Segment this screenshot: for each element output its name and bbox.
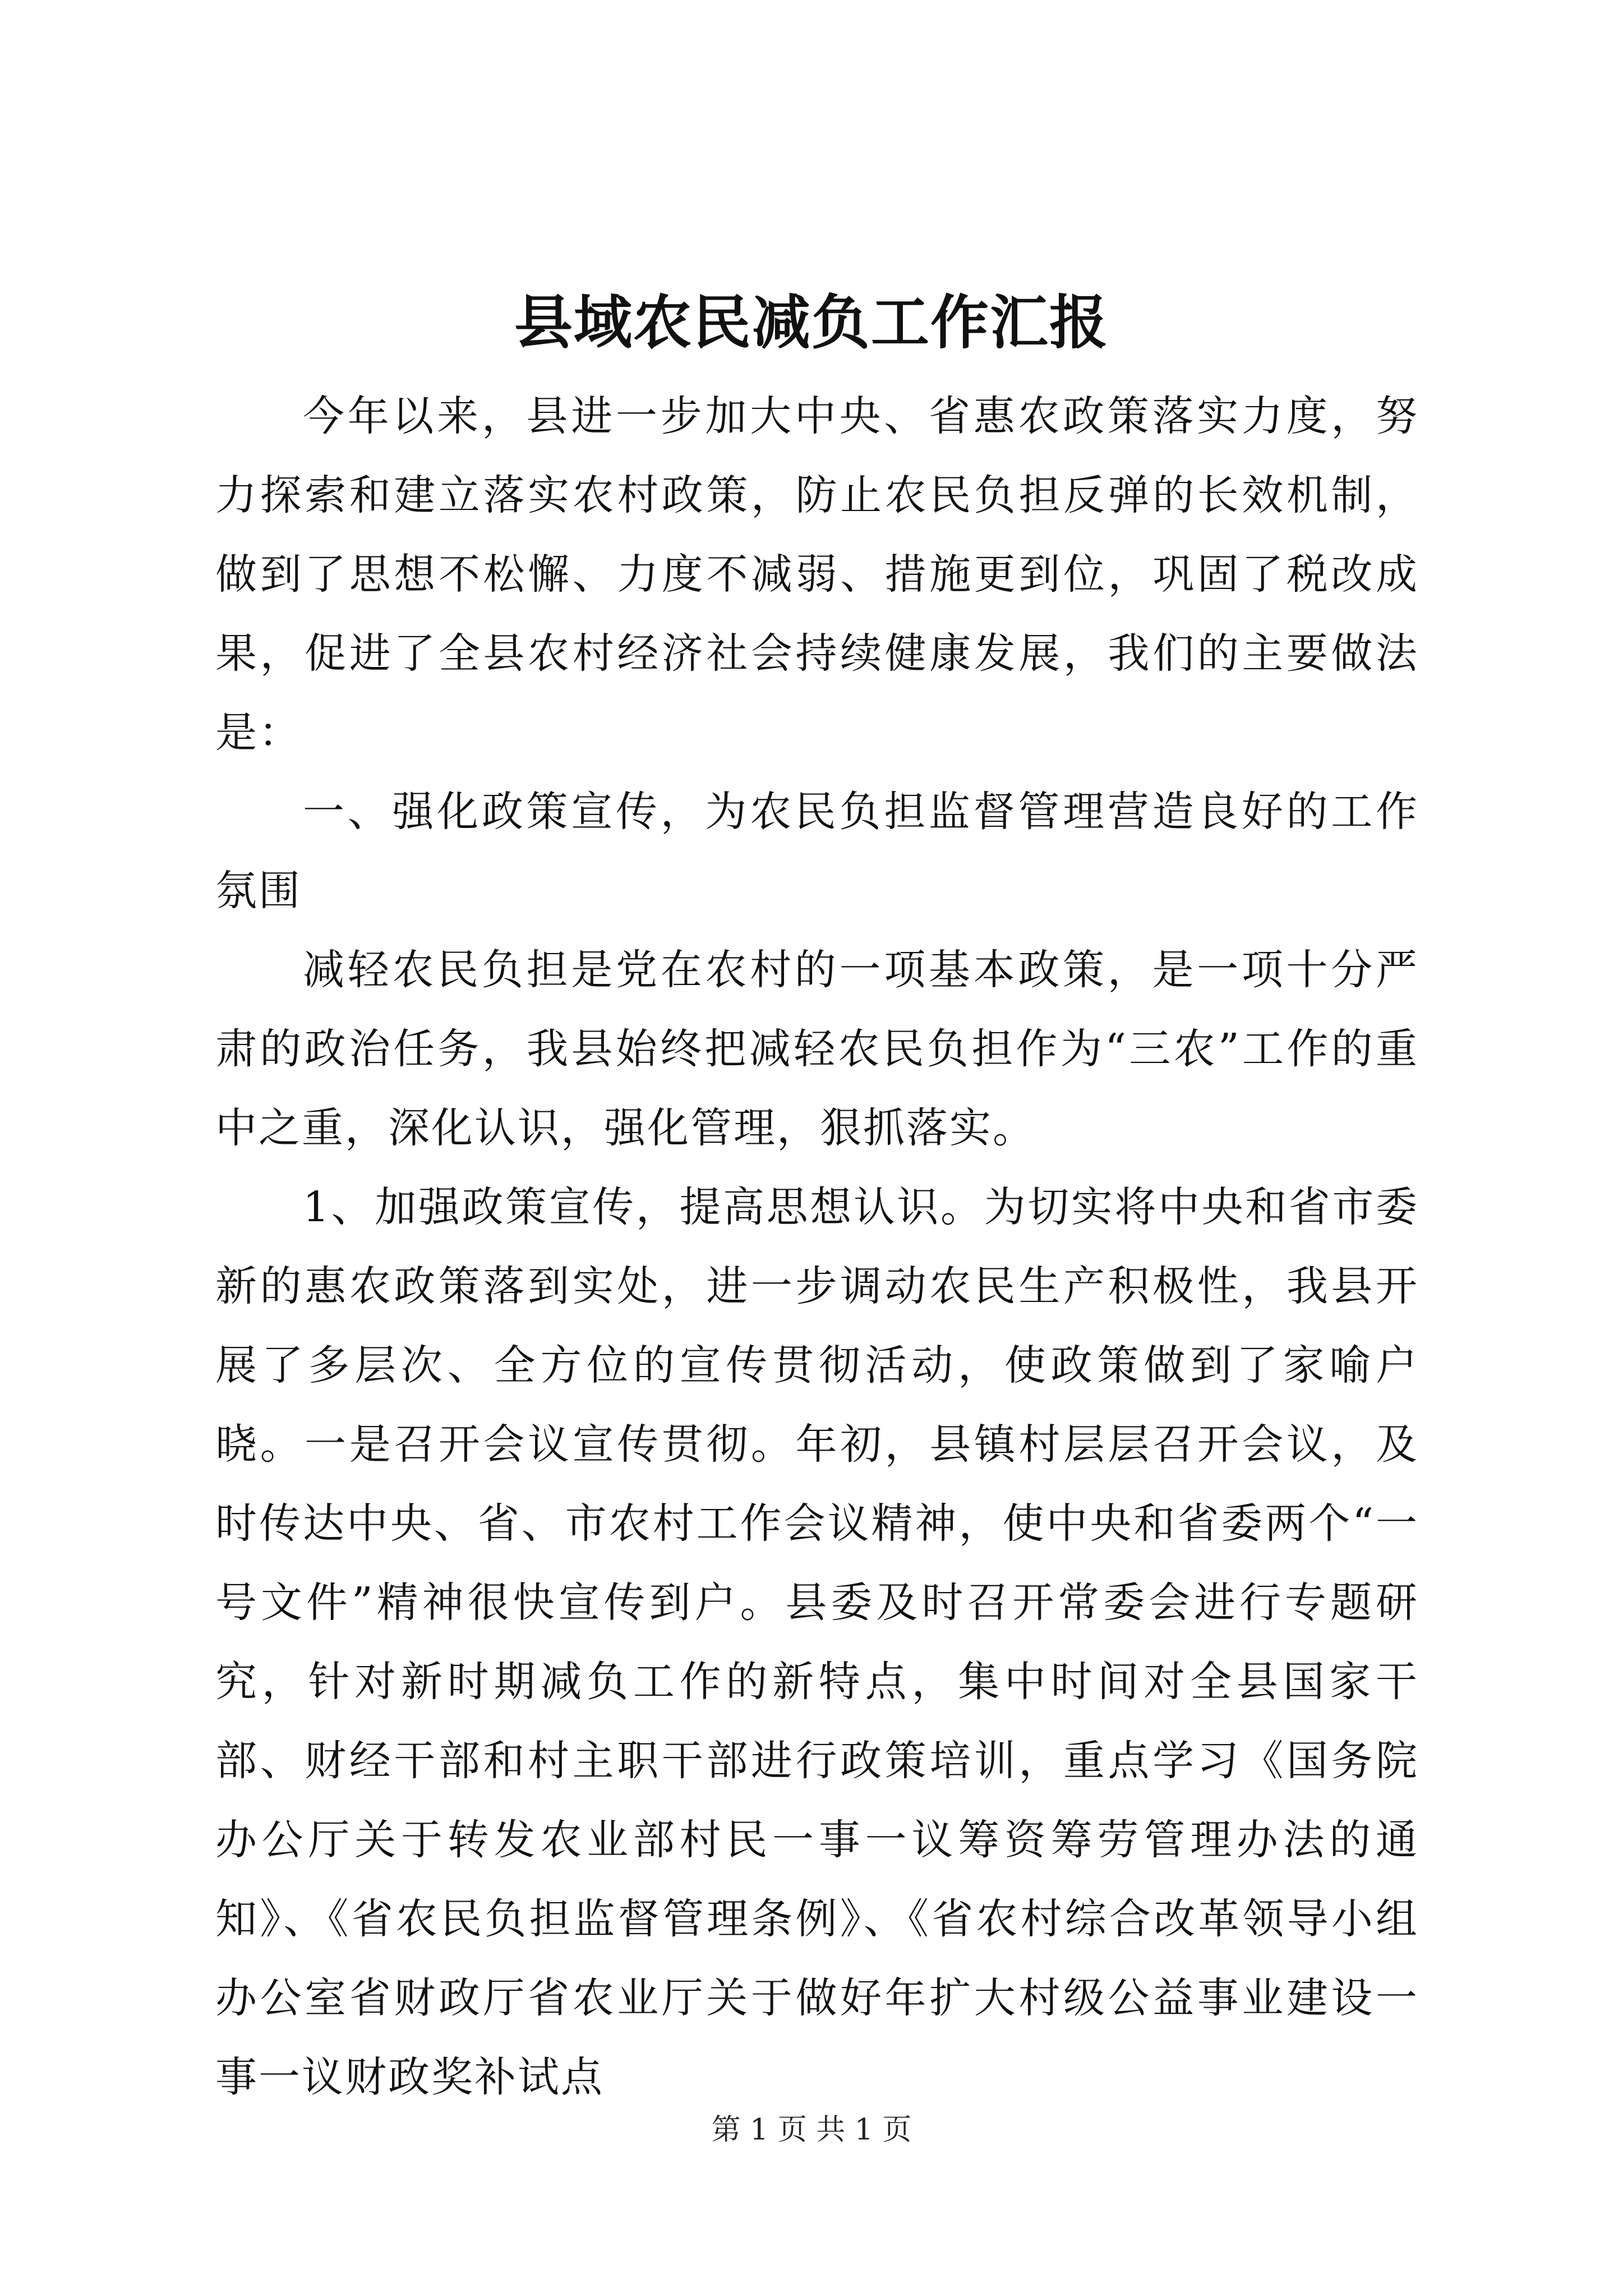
page-footer: 第 1 页 共 1 页 xyxy=(711,2113,912,2147)
section-heading-1: 一、强化政策宣传，为农民负担监督管理营造良好的工作氛围 xyxy=(215,788,1419,915)
paragraph-section-1: 减轻农民负担是党在农村的一项基本政策，是一项十分严肃的政治任务，我县始终把减轻农民负担作为“三农”工作的重中之重，深化认识，强化管理，狠抓落实。 xyxy=(215,946,1419,1152)
document-body xyxy=(215,377,1419,2117)
paragraph-intro: 今年以来，县进一步加大中央、省惠农政策落实力度，努力探索和建立落实农村政策，防止农民负担反弹的长效机制，做到了思想不松懈、力度不减弱、措施更到位，巩固了税改成果，促进了全县农村经济社会持续健康发展，我们的主要做法是： xyxy=(215,392,1419,757)
paragraph-item-1: 1、加强政策宣传，提高思想认识。为切实将中央和省市委新的惠农政策落到实处，进一步调动农民生产积极性，我县开展了多层次、全方位的宣传贯彻活动，使政策做到了家喻户晓。一是召开会议宣传贯彻。年初，县镇村层层召开会议，及时传达中央、省、市农村工作会议精神，使中央和省委两个“一号文件”精神很快宣传到户。县委及时召开常委会进行专题研究，针对新时期减负工作的新特点，集中时间对全县国家干部、财经干部和村主职干部进行政策培训，重点学习《国务院办公厅关于转发农业部村民一事一议筹资筹劳管理办法的通知》、《省农民负担监督管理条例》、《省农村综合改革领导小组办公室省财政厅省农业厅关于做好年扩大村级公益事业建设一事一议财政奖补试点 xyxy=(215,1183,1419,2101)
document-title: 县域农民减负工作汇报 xyxy=(514,288,1109,357)
